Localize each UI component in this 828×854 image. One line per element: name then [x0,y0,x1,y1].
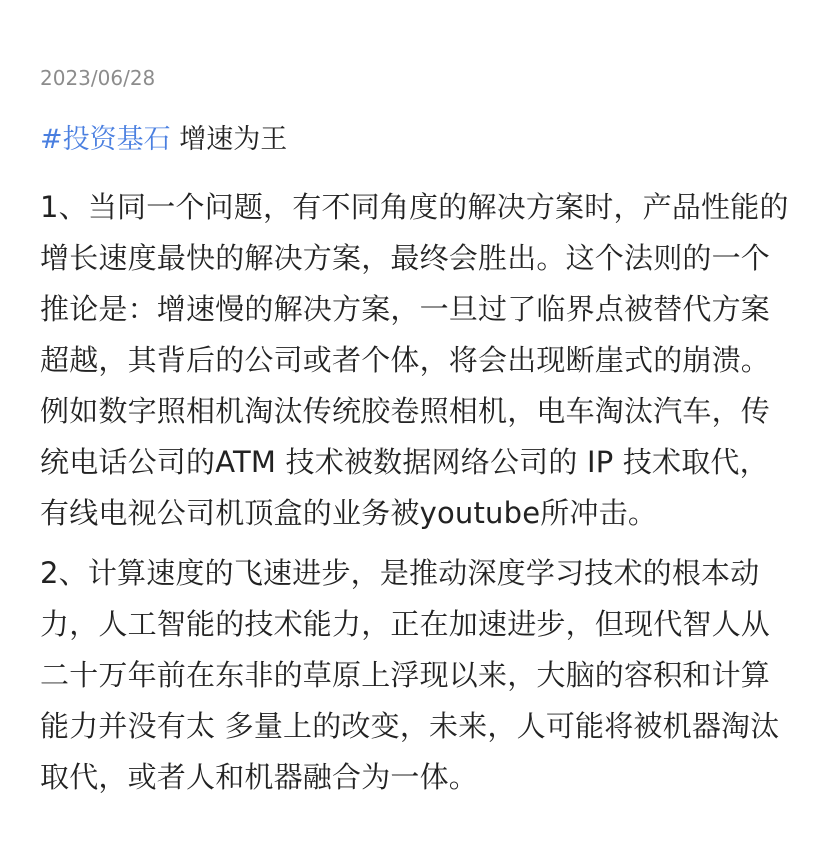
hashtag-link[interactable]: #投资基石 [40,124,171,155]
paragraph-1: 1、当同一个问题，有不同角度的解决方案时，产品性能的增长速度最快的解决方案，最终会胜出。这个法则的一个推论是：增速慢的解决方案，一旦过了临界点被替代方案超越，其背后的公司或者个体，将会出现断崖式的崩溃。例如数字照相机淘汰传统胶卷照相机，电车淘汰汽车，传统电话公司的ATM 技术被数据网络公司的 IP 技术取代，有线电视公司机顶盒的业务被youtube所冲击。 [40,190,789,530]
post-title: 增速为王 [179,124,288,155]
post-title-line [40,120,287,160]
post-date: 2023/06/28 [40,66,156,90]
paragraph-2: 2、计算速度的飞速进步，是推动深度学习技术的根本动力，人工智能的技术能力，正在加速进步，但现代智人从二十万年前在东非的草原上浮现以来，大脑的容积和计算能力并没有太 多量上的改变，未来，人可能将被机器淘汰取代，或者人和机器融合为一体。 [40,556,780,794]
